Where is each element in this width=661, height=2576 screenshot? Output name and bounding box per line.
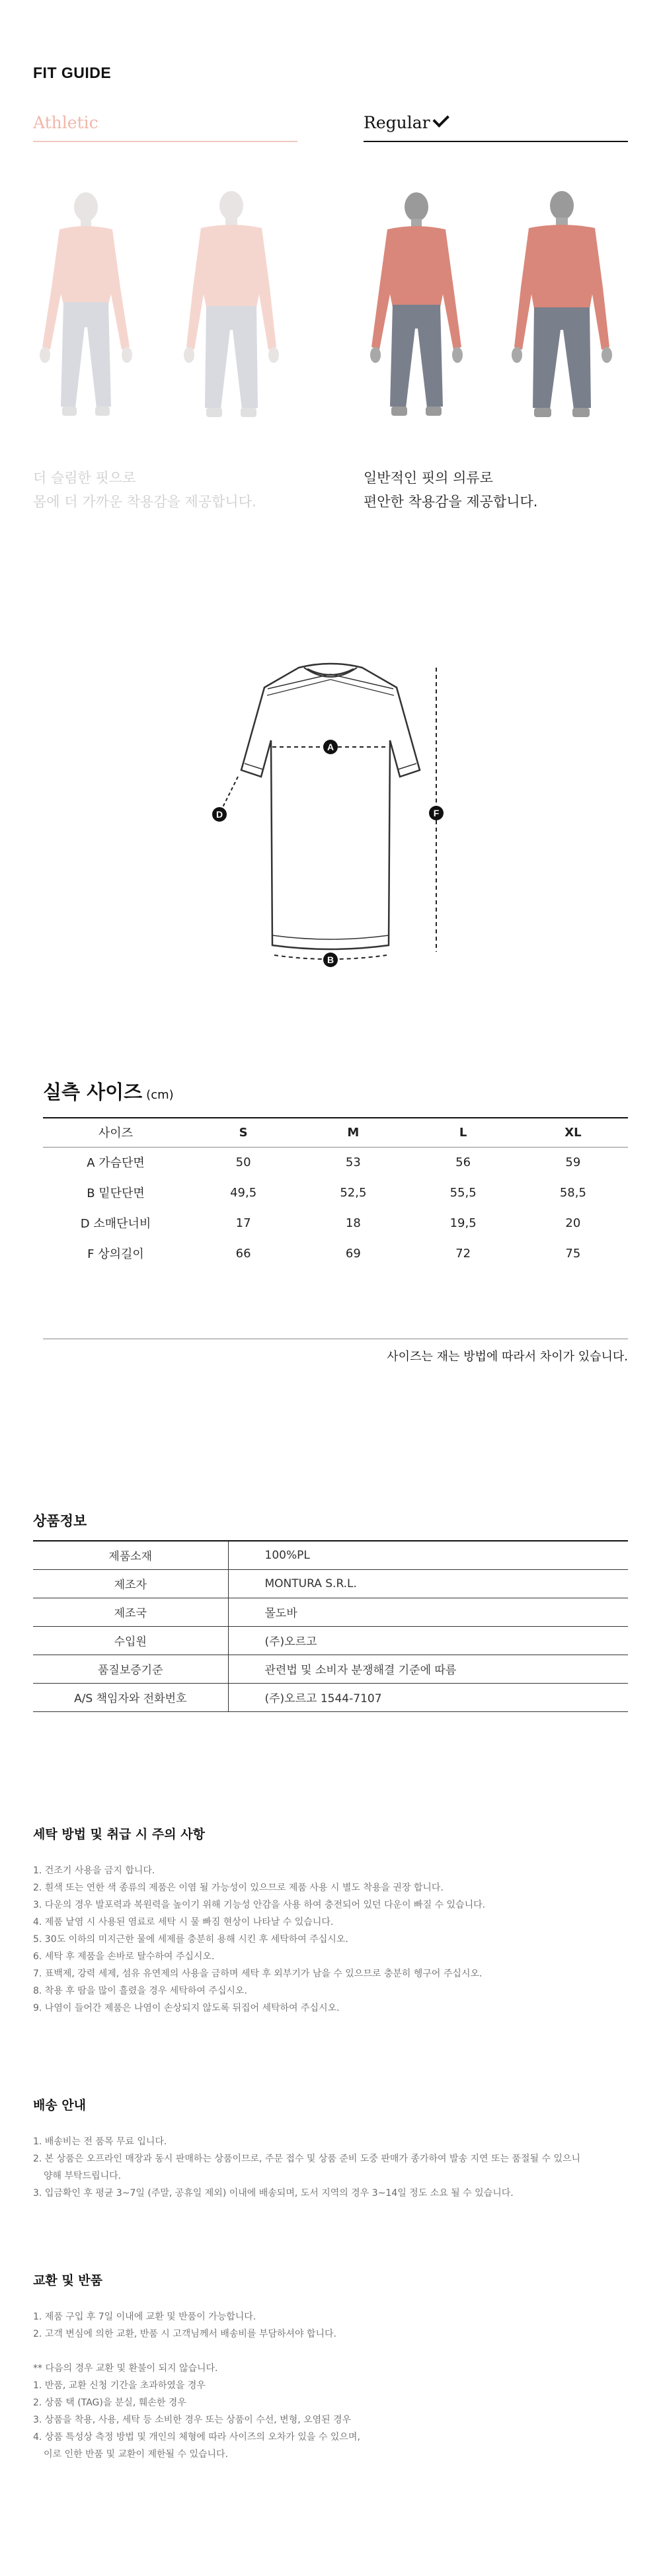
marker-f-label: F: [433, 808, 440, 818]
fit-regular-label: Regular: [364, 113, 450, 132]
size-table-header: 사이즈 S M L XL: [43, 1118, 628, 1147]
exchange-title: 교환 및 반품: [33, 2273, 102, 2288]
list-item: 4. 상품 특성상 측정 방법 및 개인의 체형에 따라 사이즈의 오차가 있을 수 있으며,: [33, 2432, 360, 2442]
list-item: 5. 30도 이하의 미지근한 물에 세제를 충분히 용해 시킨 후 세탁하여 주십시오.: [33, 1934, 348, 1945]
table-row: 제조자 MONTURA S.R.L.: [33, 1569, 628, 1598]
list-item: 1. 반품, 교환 신청 기간을 초과하였을 경우: [33, 2380, 206, 2391]
list-item: 이로 인한 반품 및 교환이 제한될 수 있습니다.: [44, 2449, 229, 2460]
table-row: F 상의길이 66 69 72 75: [87, 1246, 581, 1261]
table-row: A 가슴단면 50 53 56 59: [87, 1155, 581, 1171]
fit-regular: [364, 109, 628, 510]
washing-title: 세탁 방법 및 취급 시 주의 사항: [33, 1827, 205, 1842]
fit-guide-title: FIT GUIDE: [33, 64, 112, 81]
tshirt-measurement-diagram: [198, 654, 463, 972]
list-item: 4. 제품 낱염 시 사용된 염료로 세탁 시 물 빠짐 현상이 나타날 수 있습니다.: [33, 1917, 334, 1928]
fit-athletic: [33, 109, 297, 510]
table-row: 제조국 몰도바: [33, 1598, 628, 1626]
product-info-table: [33, 1540, 628, 1712]
female-figure-regular: [364, 188, 469, 420]
exchange-list: [33, 2308, 628, 2463]
regular-figures: [364, 142, 628, 426]
shipping-title: 배송 안내: [33, 2098, 87, 2113]
size-chart-table: [43, 1117, 628, 1268]
marker-b-label: B: [327, 955, 334, 965]
list-item: 8. 착용 후 땀을 많이 흘렸을 경우 세탁하여 주십시오.: [33, 1986, 247, 1996]
product-info-title: 상품정보: [33, 1513, 87, 1529]
male-figure-athletic: [178, 188, 284, 420]
fit-athletic-description: 더 슬림한 핏으로 몸에 더 가까운 착용감을 제공합니다.: [33, 470, 256, 510]
shipping-list: [33, 2133, 628, 2202]
fit-regular-header: [364, 109, 628, 142]
list-item: 2. 흰색 또는 연한 색 종류의 제품은 이염 될 가능성이 있으므로 제품 사용 시 별도 착용을 권장 합니다.: [33, 1883, 444, 1893]
list-item: 3. 다운의 경우 발포력과 복원력을 높이기 위해 기능성 안감을 사용 하여 충전되어 있던 다운이 빠질 수 있습니다.: [33, 1900, 486, 1910]
list-item: 양해 부탁드립니다.: [44, 2171, 122, 2181]
table-row: 수입원 (주)오르고: [33, 1626, 628, 1655]
exchange-section: [33, 2271, 628, 2463]
list-item: 1. 제품 구입 후 7일 이내에 교환 및 반품이 가능합니다.: [33, 2312, 256, 2322]
table-row: A/S 책임자와 전화번호 (주)오르고 1544-7107: [33, 1683, 628, 1711]
fit-regular-description: 일반적인 핏의 의류로 편안한 착용감을 제공합니다.: [364, 470, 538, 510]
tshirt-outline: [241, 664, 420, 949]
washing-section: [33, 1824, 628, 2017]
female-figure-athletic: [33, 188, 139, 420]
list-item: 6. 세탁 후 제품을 손바로 탈수하여 주십시오.: [33, 1951, 215, 1962]
list-item: 1. 건조기 사용을 금지 합니다.: [33, 1865, 155, 1876]
table-row: 제품소재 100%PL: [33, 1541, 628, 1569]
list-item: 7. 표백제, 강력 세제, 섬유 유연제의 사용을 금하며 세탁 후 외부기가 남을 수 있으므로 충분히 헹구어 주십시오.: [33, 1969, 483, 1979]
table-row: 품질보증기준 관련법 및 소비자 분쟁해결 기준에 따름: [33, 1655, 628, 1683]
list-item: 9. 나염이 들어간 제품은 나염이 손상되지 않도록 뒤집어 세탁하여 주십시오.: [33, 2003, 340, 2013]
check-icon: [432, 110, 449, 127]
shipping-section: [33, 2095, 628, 2202]
list-item: 2. 본 상품은 오프라인 매장과 동시 판매하는 상품이므로, 주문 접수 및 상품 준비 도중 판매가 종가하여 발송 지연 또는 품절될 수 있으니: [33, 2154, 581, 2164]
marker-d-label: D: [215, 809, 223, 820]
fit-athletic-header: [33, 109, 297, 142]
list-item: 1. 배송비는 전 품목 무료 입니다.: [33, 2136, 167, 2147]
marker-a-label: A: [327, 742, 334, 752]
athletic-figures: [33, 142, 297, 426]
list-item: 3. 상품을 착용, 사용, 세탁 등 소비한 경우 또는 상품이 수선, 변형, 오염된 경우: [33, 2415, 352, 2425]
table-row: D 소매단너비 17 18 19,5 20: [80, 1216, 581, 1231]
list-item: 2. 상품 택 (TAG)을 분실, 훼손한 경우: [33, 2398, 186, 2408]
list-item: ** 다음의 경우 교환 및 환불이 되지 않습니다.: [33, 2363, 218, 2374]
size-note: 사이즈는 재는 방법에 따라서 차이가 있습니다.: [387, 1350, 628, 1364]
table-row: B 밑단단면 49,5 52,5 55,5 58,5: [87, 1185, 586, 1200]
list-item: 3. 입금확인 후 평균 3~7일 (주말, 공휴일 제외) 이내에 배송되며, 도서 지역의 경우 3~14일 정도 소요 될 수 있습니다.: [33, 2188, 514, 2199]
list-item: 2. 고객 변심에 의한 교환, 반품 시 고객님께서 배송비를 부담하셔야 합니다.: [33, 2329, 336, 2339]
washing-list: [33, 1862, 628, 2017]
fit-athletic-label: Athletic: [33, 113, 98, 132]
male-figure-regular: [509, 188, 615, 420]
size-chart-title: 실측 사이즈 (cm): [43, 1081, 174, 1103]
